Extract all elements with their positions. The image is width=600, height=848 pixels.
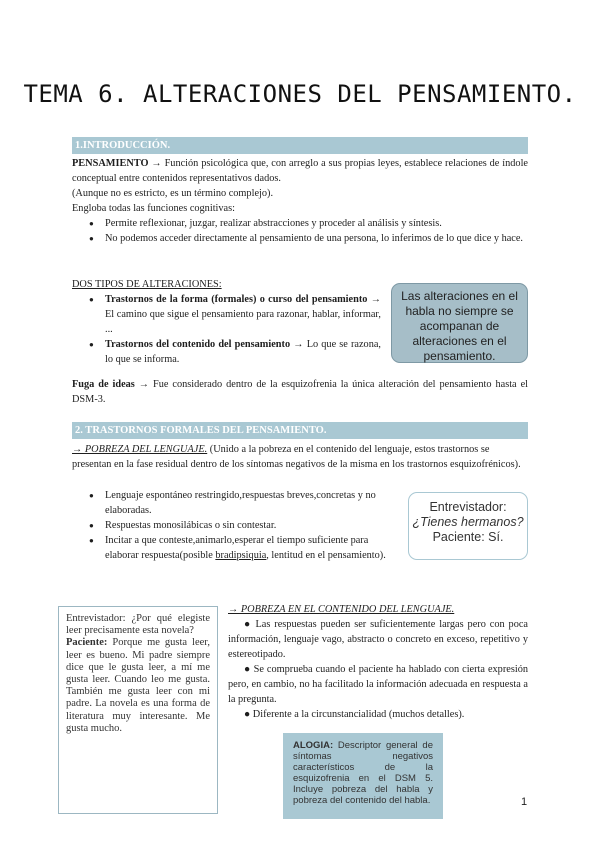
poverty-language-intro bbox=[72, 442, 528, 472]
section-heading-introduction: 1.INTRODUCCIÓN. bbox=[72, 137, 528, 154]
types-heading: DOS TIPOS DE ALTERACIONES: bbox=[72, 279, 222, 290]
content-bullet: ● Diferente a la circunstancialidad (muchos detalles). bbox=[244, 709, 465, 720]
alogia-note bbox=[283, 733, 443, 819]
flight-of-ideas bbox=[72, 377, 528, 407]
introduction-body bbox=[72, 156, 528, 246]
type-desc: → El camino que sigue el pensamiento para razonar, hablar, informar, ... bbox=[105, 294, 381, 335]
bullet-text: , lentitud en el pensamiento). bbox=[266, 550, 386, 561]
list-item bbox=[72, 292, 381, 337]
list-item: ● Lenguaje espontáneo restringido,respuestas breves,concretas y no elaboradas. bbox=[72, 488, 394, 518]
patient-answer: Paciente: Sí. bbox=[432, 530, 504, 544]
functions-intro: Engloba todas las funciones cognitivas: bbox=[72, 203, 236, 214]
bullet-text: Las respuestas pueden ser suficientemente largas pero con poca información, lenguaje vago, abstracto o concreto en exceso, repetitivo y estereotipado. bbox=[228, 619, 528, 660]
bullet-text: Diferente a la circunstancialidad (muchos detalles). bbox=[252, 709, 465, 720]
poverty-content-block bbox=[228, 602, 528, 722]
list-item: ● Respuestas monosilábicas o sin contestar. bbox=[72, 518, 394, 533]
patient-answer: Porque me gusta leer, leer es bueno. Mi padre siempre dice que le gusta leer, a mí me gusta leer. Cuando leo me gusta. También me gusta leer con mi padre. La novela es una forma de literatura muy interesante. Me gusta mucho. bbox=[66, 637, 210, 734]
definition-paragraph bbox=[72, 156, 528, 186]
type-bold: Trastornos del contenido del pensamiento bbox=[105, 339, 291, 350]
arrow: → bbox=[151, 158, 162, 169]
bullet-text: Se comprueba cuando el paciente ha hablado con cierta expresión pero, en cambio, no ha facilitado la información adecuada en respuesta a la pregunta. bbox=[228, 664, 528, 705]
types-block bbox=[72, 277, 381, 367]
list-item bbox=[72, 337, 381, 367]
term-label: PENSAMIENTO bbox=[72, 158, 149, 169]
bullet-text: Incitar a que conteste,animarlo,esperar el tiempo suficiente para elaborar respuesta(posible bbox=[105, 535, 369, 561]
functions-list bbox=[72, 216, 528, 246]
content-bullet: ● Las respuestas pueden ser suficientemente largas pero con poca información, lenguaje vago, abstracto o concreto en exceso, repetitivo y estereotipado. bbox=[228, 619, 528, 660]
poverty-language-list bbox=[72, 488, 394, 563]
alogia-label: ALOGIA: bbox=[293, 740, 334, 751]
poverty-content-title: → POBREZA EN EL CONTENIDO DEL LENGUAJE. bbox=[228, 604, 455, 615]
interviewer-label: Entrevistador: bbox=[429, 500, 507, 514]
poverty-language-title: → POBREZA DEL LENGUAJE. bbox=[72, 444, 208, 455]
example-box-novel bbox=[58, 606, 218, 814]
alogia-text: Descriptor general de síntomas negativos característicos de la esquizofrenia en el DSM 5. Incluye pobreza del habla y pobreza del contenido del habla. bbox=[293, 740, 433, 806]
list-item bbox=[72, 533, 394, 563]
page-title: TEMA 6. ALTERACIONES DEL PENSAMIENTO. bbox=[23, 80, 577, 108]
poverty-language-desc: (Unido a la pobreza en el contenido del lenguaje, estos trastornos se presentan en la fase residual dentro de los síntomas negativos de la misma en los trastornos esquizofrénicos). bbox=[72, 444, 521, 470]
patient-label: Paciente: bbox=[66, 637, 108, 649]
interviewer-question: ¿Por qué elegiste leer precisamente esta novela? bbox=[66, 613, 210, 637]
example-box-siblings bbox=[408, 492, 528, 560]
callout-box: Las alteraciones en el habla no siempre se acompanan de alteraciones en el pensamiento. bbox=[391, 283, 528, 363]
type-bold: Trastornos de la forma (formales) o curso del pensamiento bbox=[105, 294, 368, 305]
list-item: ● No podemos acceder directamente al pensamiento de una persona, lo inferimos de lo que dice y hace. bbox=[72, 231, 528, 246]
interviewer-label: Entrevistador: bbox=[66, 613, 126, 624]
list-item: ● Permite reflexionar, juzgar, realizar abstracciones y proceder al análisis y síntesis. bbox=[72, 216, 528, 231]
bradipsiquia-term: bradipsiquia bbox=[215, 550, 267, 561]
note-text: (Aunque no es estricto, es un término complejo). bbox=[72, 188, 274, 199]
flight-bold: Fuga de ideas bbox=[72, 379, 135, 390]
types-list bbox=[72, 292, 381, 367]
flight-text: → Fue considerado dentro de la esquizofrenia la única alteración del pensamiento hasta el DSM-3. bbox=[72, 379, 529, 405]
interviewer-question: ¿Tienes hermanos? bbox=[412, 515, 524, 529]
type-desc: → Lo que se razona, lo que se informa. bbox=[105, 339, 381, 365]
section-heading-formal-disorders: 2. TRASTORNOS FORMALES DEL PENSAMIENTO. bbox=[72, 422, 528, 439]
page-number: 1 bbox=[521, 796, 528, 808]
content-bullet: ● Se comprueba cuando el paciente ha hablado con cierta expresión pero, en cambio, no ha facilitado la información adecuada en respuesta a la pregunta. bbox=[228, 664, 528, 705]
definition-text: Función psicológica que, con arreglo a sus propias leyes, establece relaciones de índole conceptual entre contenidos representativos dados. bbox=[72, 158, 528, 184]
